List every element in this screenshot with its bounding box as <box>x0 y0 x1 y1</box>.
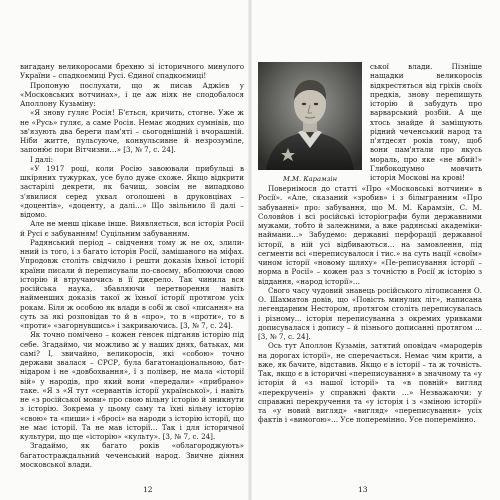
left-paragraph-6: Але не менш цікаве інше. Виявляється, вся історія Росії й Русі є забуванням! Суцільним забуванням. <box>20 219 244 238</box>
portrait-figure <box>258 62 362 184</box>
right-paragraph-2: Свого часу чудовий знавець російського літописання О. О. Шахматов довів, що «Повість минулих літ», написана легендарним Нестором, протягом століть переписувалась і різному... історія переписуванна з окремих уривками дописувалася і допису – й пізнього дописанні протягом ... [3, № 7, с. 24]. <box>258 285 482 341</box>
left-page <box>20 62 244 474</box>
left-paragraph-9: Згадаймо, як багато років «облагороджують» багатостраждальний чеченський народ. Звичне діяння московської влади. <box>20 441 244 469</box>
left-paragraph-3: «Я знову гуляє Росія! Б'ється, кричить, стогне. Уже ж не «Русь» гуляє, а саме Росія. Немає жодних сумнівів, що зв'язують два береги пам'яті – сьогоднішній і вчорашній. Ніби житте, пульсуюче, конвульсивне й незрозуміле, запоню́є пори Вітчизни…» [3, № 7, с. 24]. <box>20 108 244 155</box>
right-top-text <box>370 62 482 184</box>
left-paragraph-7: Радянський період – свідчення тому ж не ох, злили-нний із того, і з багато історія Росії, замішаного на міфах. Упродовж століть свідчило і решти доказів їхньої історії країни писали й переписували по-своєму, вболюючи свою історію й втручаючись в її джерело. Так чинила вся російська наука, збавляючи перетворення навіть найменших доказів такої ж їхньої історії протягом усіх рокам. Біля ж особою як влади в собі ж свої «писання» на суть за які розповідав то й в «про», то в «проти», то в «проти» «загорнувшись» і закриваючись. [3, № 7, с. 24]. <box>20 237 244 330</box>
portrait-image <box>258 62 362 170</box>
left-paragraph-1: вигадану великоросами брехню зі історичного минулого України – спадкоємиці Русі. Єдиної спадкоємиці! <box>20 62 244 81</box>
right-page-top <box>258 62 482 184</box>
left-paragraph-8: Як точно помічено – кожен генсек підганяв історію під себе. Згадаймо, чи можливо ж у наших днях, батьках, ми самі? І, звичайно, великоросів, які «собою» точно держави звалася – СРСР, була багатонаціональною, бат-нідаром і не «довбохвання», ї з полівер, не мала «історії вій» у народів, про який вони «передали» «прибрано» таке. «Я з «Я тут «сервантів історії української», і навіть не «з російської мови» про свою вільну історію й зникнути з історію. Зокрема у цьому саму та їхні вільну історію «свою» та «пиши» і «бросі» на народи з історію історії, що не має історії. Та не мав історії… Так і для історичної культури, що ще «історію» «культу». [3, № 7, с. 24]. <box>20 330 244 441</box>
right-paragraph-top: ської влади. Пізніше нащадки великоросів відкрестяться від гріхів своїх предків, знову перепишуть історію й забудуть про варварський розбій. А ще хтось знайде й заміщують рідний чеченський народ та п'ятдесят років тому, щоб вони пам'ятали про якусь мораль, про яке «не вбий!» Глибокодумно мовчить історія Москові на крові! <box>370 62 482 182</box>
portrait-drawing <box>258 62 362 170</box>
left-page-number: 12 <box>143 485 153 494</box>
right-paragraph-3: Ось тут Аполлон Кузьмін, затятий оповідач «мародерів на дорогах історії», не сперечається. Немає чим крити, а вже, як бачите, відставив. Якщо є в історії – та ж точність. Так, якщо є в історичні «переписування» в значному та «у історія й «з нашої історії» та «в повній» вигляд «перекручені» у справжні факти …» Незважаючи: у справжні перекручення та «у історія і з «зміною історії» та «у новий вигляд» «вигляд» «переписування» усіх фактів і «вимогою»… Усе поперемінно. Усе поперемінно. <box>258 341 482 425</box>
left-paragraph-5: «У 1917 році, коли Росію завоювали прибульці в шкіряних тужурках, усе було дуже схоже. Якщо відкрити застарілі декрети, як бачиш, зовсім не випадково з'явилися серед ухвал оголошені в друковцівах – «доцентів», «доценту, а далі…» Що звільнило її далі – відомо. <box>20 163 244 219</box>
book-gutter <box>248 0 252 500</box>
left-paragraph-4: І далі: <box>30 154 53 164</box>
right-paragraph-1: Повернімося до статті «Про «Московські вотчини» в Росії». «Але, сказаний «зробив» і з білыгранним «Про забуванні» про: забування, що М. М. Карамзін, С. М. Соловйов і всі російські історіографи були державними мужами, тобто й залежними, а вже радянські академіки-наймани…» Забудемо: державні перфорації державної історії, в ній усі відбиваються… на замовлення, під сегменти всі «переписувалося і тис.» на суть нації «своїм» чином історії «новому шляху» «Пе-реписування історії – норма в Росії» – кожен раз з точністю в Росії ж історію з віддання, «народ історії»… <box>258 184 482 286</box>
right-page-number: 13 <box>358 485 368 494</box>
right-page <box>258 62 482 474</box>
portrait-caption: М.М. Карамзін <box>282 175 338 183</box>
left-paragraph-2: Пропоную послухати, що ж писав Аджієв у «Московських вотчинах», і це аж ніяк не сподобалося Аполлону Кузьміну: <box>20 80 244 108</box>
